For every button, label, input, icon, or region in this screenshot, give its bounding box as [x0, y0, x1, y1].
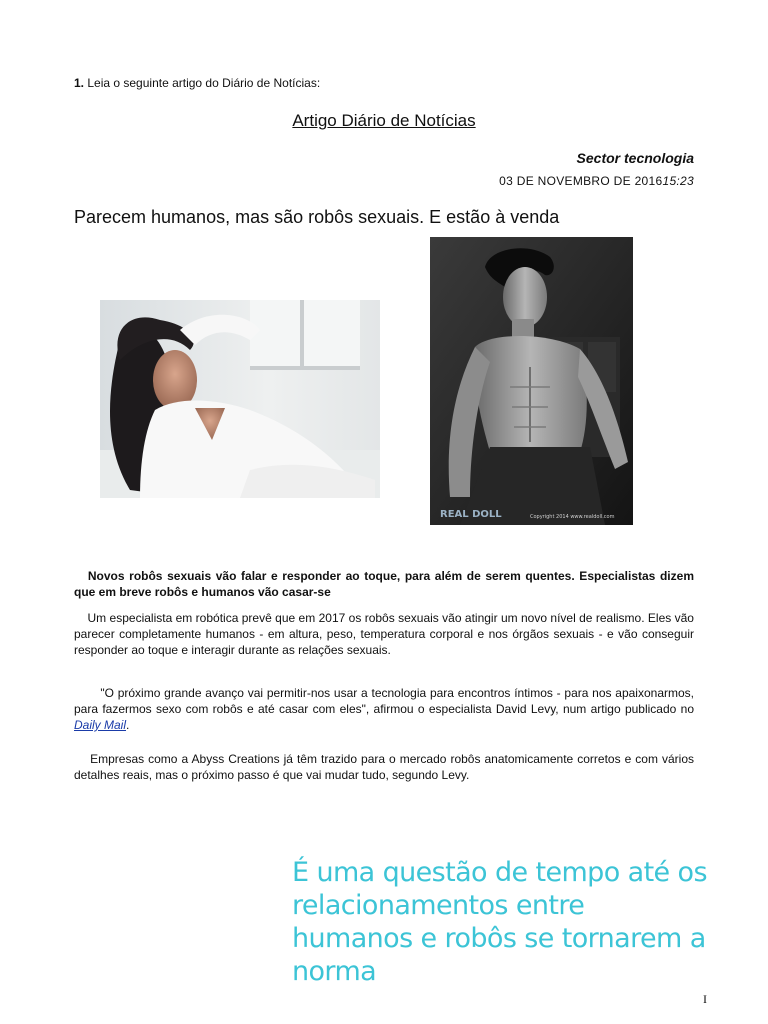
paragraph-4 [74, 751, 694, 783]
question-number: 1. [74, 76, 85, 90]
article-title: Artigo Diário de Notícias [292, 111, 476, 130]
photo-man-image [430, 237, 633, 525]
paragraph-2-text: Um especialista em robótica prevê que em 2017 os robôs sexuais vão atingir um novo nível de realismo. Eles vão parecer completamente humanos - em altura, peso, temperatura corporal e nos órgãos sexuais - e vão conseguir responder ao toque e interagir durante as relações sexuais. [74, 611, 694, 657]
date-text: 03 DE NOVEMBRO DE 2016 [499, 174, 663, 188]
paragraph-lead-text: Novos robôs sexuais vão falar e responder ao toque, para além de serem quentes. Especialistas dizem que em breve robôs e humanos vão casar-se [74, 569, 694, 599]
intro-text: Leia o seguinte artigo do Diário de Notícias: [84, 76, 321, 90]
page-number: I [703, 992, 707, 1006]
realdoll-logo: REAL DOLL [440, 509, 502, 520]
photo-man-robot [430, 237, 633, 525]
photo-woman-image [100, 300, 380, 498]
photo-woman-robot [100, 300, 380, 498]
daily-mail-link[interactable]: Daily Mail [74, 718, 127, 732]
paragraph-2 [74, 610, 694, 658]
intro-line [74, 76, 320, 90]
paragraph-3-text: "O próximo grande avanço vai permitir-nos usar a tecnologia para encontros íntimos - para nos apaixonarmos, para fazermos sexo com robôs e até casar com eles", afirmou o especialista David Levy, num artigo publicado no [74, 686, 694, 716]
headline: Parecem humanos, mas são robôs sexuais. E estão à venda [74, 207, 560, 227]
article-date [499, 174, 694, 188]
pull-quote: É uma questão de tempo até os relacionamentos entre humanos e robôs se tornarem a norma [292, 857, 707, 987]
paragraph-lead [74, 568, 694, 600]
paragraph-4-text: Empresas como a Abyss Creations já têm trazido para o mercado robôs anatomicamente corretos e com vários detalhes reais, mas o próximo passo é que vai mudar tudo, segundo Levy. [74, 752, 694, 782]
time-text: 15:23 [662, 174, 694, 188]
photo-watermark: Copyright 2014 www.realdoll.com [530, 514, 615, 520]
section-label: Sector tecnologia [576, 150, 694, 166]
paragraph-3 [74, 685, 694, 733]
paragraph-3-end: . [126, 718, 130, 732]
